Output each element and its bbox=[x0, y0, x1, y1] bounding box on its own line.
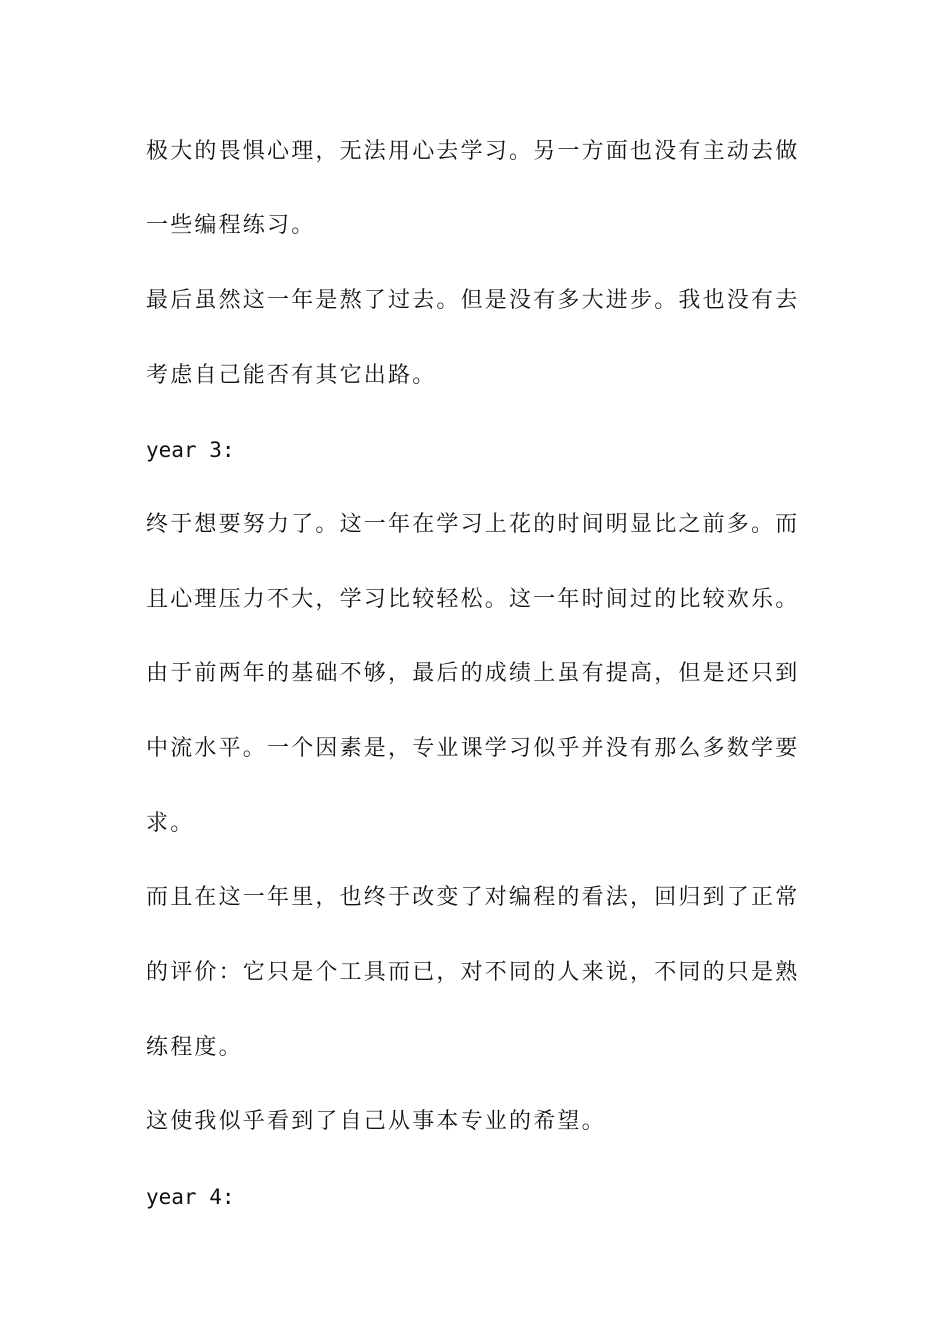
paragraph-line: 最后虽然这一年是熬了过去。但是没有多大进步。我也没有去 bbox=[146, 288, 800, 313]
paragraph-line: 考虑自己能否有其它出路。 bbox=[146, 363, 437, 388]
paragraph-line: 练程度。 bbox=[146, 1035, 243, 1060]
paragraph-line: 而且在这一年里，也终于改变了对编程的看法，回归到了正常 bbox=[146, 885, 800, 910]
paragraph-line: 一些编程练习。 bbox=[146, 213, 316, 238]
paragraph-line: 终于想要努力了。这一年在学习上花的时间明显比之前多。而 bbox=[146, 512, 800, 537]
paragraph-line: 且心理压力不大，学习比较轻松。这一年时间过的比较欢乐。 bbox=[146, 587, 800, 612]
paragraph-line: 极大的畏惧心理，无法用心去学习。另一方面也没有主动去做 bbox=[146, 139, 800, 164]
paragraph-line: 的评价：它只是个工具而已，对不同的人来说，不同的只是熟 bbox=[146, 960, 800, 985]
section-heading-year-3: year 3: bbox=[146, 438, 235, 462]
paragraph-line: 中流水平。一个因素是，专业课学习似乎并没有那么多数学要 bbox=[146, 736, 800, 761]
paragraph-line: 由于前两年的基础不够，最后的成绩上虽有提高，但是还只到 bbox=[146, 661, 800, 686]
paragraph-line: 这使我似乎看到了自己从事本专业的希望。 bbox=[146, 1109, 606, 1134]
paragraph-line: 求。 bbox=[146, 811, 195, 836]
section-heading-year-4: year 4: bbox=[146, 1185, 235, 1209]
